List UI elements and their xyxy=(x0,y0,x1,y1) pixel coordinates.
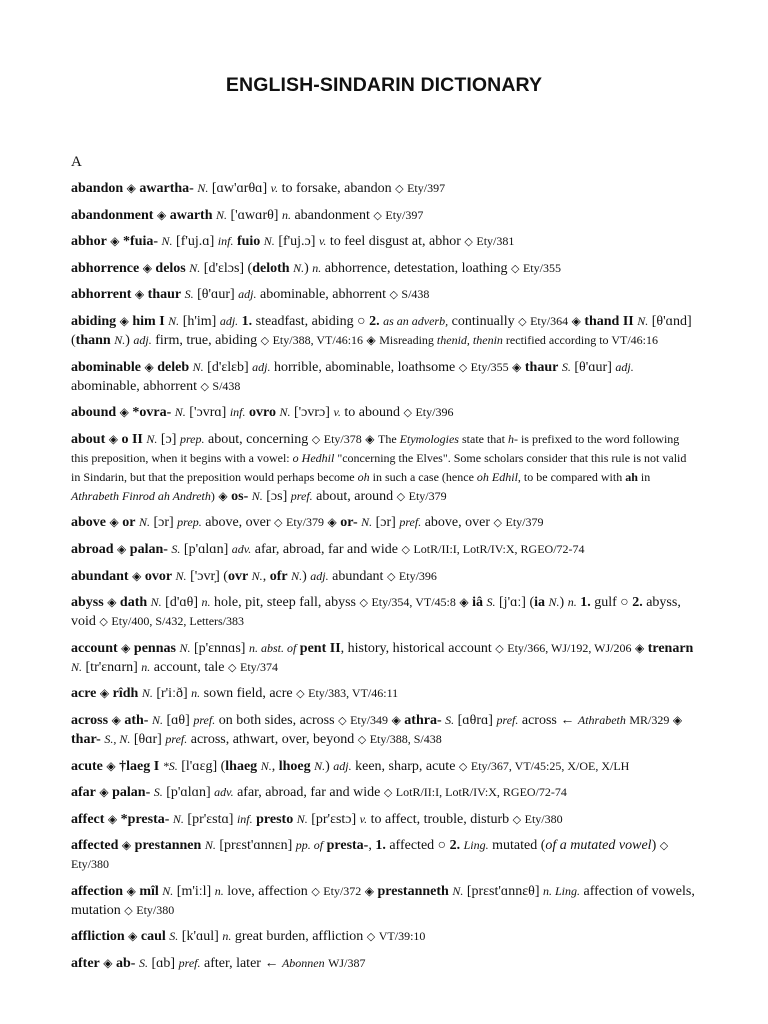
dictionary-entry: abominable ◈ deleb N. [d'ɛlɛb] adj. horrible, abominable, loathsome ◇ Ety/355 ◈ thaur S. [θ'ɑur] adj. abominable, abhorrent ◇ S/438 xyxy=(71,359,634,394)
dictionary-entry: acre ◈ rîdh N. [r'iːð] n. sown field, acre ◇ Ety/383, VT/46:11 xyxy=(71,686,399,702)
dictionary-entry: abandon ◈ awartha- N. [ɑw'ɑrθɑ] v. to forsake, abandon ◇ Ety/397 xyxy=(71,181,446,196)
dictionary-entry: affect ◈ *presta- N. [pr'ɛstɑ] inf. presto N. [pr'ɛstɔ] v. to affect, trouble, disturb ◇ Ety/380 xyxy=(71,811,563,827)
dictionary-entry: affected ◈ prestannen N. [prɛst'ɑnnɛn] pp. of presta-, 1. affected ○ 2. Ling. mutated (of a mutated vowel) ◇ Ety/380 xyxy=(71,838,669,872)
dictionary-entry: about ◈ o II N. [ɔ] prep. about, concerning ◇ Ety/378 ◈ The Etymologies state that h- is prefixed to the word following this preposition, when it begins with a vowel: o Hedhil "concerning the Elves". Some scholars consider that this rule is not valid in Sindarin, but that the preposition would perhaps become oh in such a case (hence oh Edhil, to be compared with ah in Athrabeth Finrod ah Andreth) ◈ os- N. [ɔs] pref. about, around ◇ Ety/379 xyxy=(71,431,687,504)
entry-list xyxy=(71,179,697,981)
dictionary-entry: above ◈ or N. [ɔr] prep. above, over ◇ Ety/379 ◈ or- N. [ɔr] pref. above, over ◇ Ety/379 xyxy=(71,515,544,531)
dictionary-entry: abound ◈ *ovra- N. ['ɔvrɑ] inf. ovro N. ['ɔvrɔ] v. to abound ◇ Ety/396 xyxy=(71,405,454,421)
dictionary-entry: acute ◈ †laeg I *S. [l'ɑɛg] (lhaeg N., lhoeg N.) adj. keen, sharp, acute ◇ Ety/367, VT/45:25, X/OE, X/LH xyxy=(71,758,630,774)
section-letter: A xyxy=(71,154,82,170)
dictionary-entry: abundant ◈ ovor N. ['ɔvr̩] (ovr N., ofr N.) adj. abundant ◇ Ety/396 xyxy=(71,568,437,584)
dictionary-entry: affection ◈ mîl N. [m'iːl] n. love, affection ◇ Ety/372 ◈ prestanneth N. [prɛst'ɑnnɛθ] n. Ling. affection of vowels, mutation ◇ Ety/380 xyxy=(71,883,695,918)
dictionary-entry: afar ◈ palan- S. [p'ɑlɑn] adv. afar, abroad, far and wide ◇ LotR/II:I, LotR/IV:X, RGEO/72-74 xyxy=(71,785,567,801)
dictionary-entry: abroad ◈ palan- S. [p'ɑlɑn] adv. afar, abroad, far and wide ◇ LotR/II:I, LotR/IV:X, RGEO/72-74 xyxy=(71,541,585,557)
page-title: ENGLISH-SINDARIN DICTIONARY xyxy=(225,74,543,96)
dictionary-entry: abhorrence ◈ delos N. [d'ɛlɔs] (deloth N.) n. abhorrence, detestation, loathing ◇ Ety/355 xyxy=(71,260,561,276)
dictionary-entry: abyss ◈ dath N. [d'ɑθ] n. hole, pit, steep fall, abyss ◇ Ety/354, VT/45:8 ◈ iâ S. [j'ɑː] (ia N.) n. 1. gulf ○ 2. abyss, void ◇ Ety/400, S/432, Letters/383 xyxy=(71,595,681,630)
dictionary-entry: affliction ◈ caul S. [k'ɑul] n. great burden, affliction ◇ VT/39:10 xyxy=(71,929,426,945)
dictionary-entry: across ◈ ath- N. [ɑθ] pref. on both sides, across ◇ Ety/349 ◈ athra- S. [ɑθrɑ] pref. across ← Athrabeth MR/329 ◈ thar- S., N. [θɑr] pref. across, athwart, over, beyond ◇ Ety/388, S/438 xyxy=(71,712,683,747)
dictionary-entry: abhorrent ◈ thaur S. [θ'ɑur] adj. abominable, abhorrent ◇ S/438 xyxy=(71,287,430,303)
dictionary-entry: abandonment ◈ awarth N. ['ɑwɑrθ] n. abandonment ◇ Ety/397 xyxy=(71,207,424,223)
dictionary-entry: abiding ◈ him I N. [h'im] adj. 1. steadfast, abiding ○ 2. as an adverb, continually ◇ Ety/364 ◈ thand II N. [θ'ɑnd] (thann N.) adj. firm, true, abiding ◇ Ety/388, VT/46:16 ◈ Misreading thenid, thenin rectified according to VT/46:16 xyxy=(71,313,692,348)
dictionary-entry: account ◈ pennas N. [p'ɛnnɑs] n. abst. of pent II, history, historical account ◇ Ety/366, WJ/192, WJ/206 ◈ trenarn N. [tr'ɛnɑrn] n. account, tale ◇ Ety/374 xyxy=(71,640,694,675)
dictionary-entry: abhor ◈ *fuia- N. [f'uj.ɑ] inf. fuio N. [f'uj.ɔ] v. to feel disgust at, abhor ◇ Ety/381 xyxy=(71,234,515,250)
dictionary-entry: after ◈ ab- S. [ɑb] pref. after, later ← Abonnen WJ/387 xyxy=(71,956,366,972)
